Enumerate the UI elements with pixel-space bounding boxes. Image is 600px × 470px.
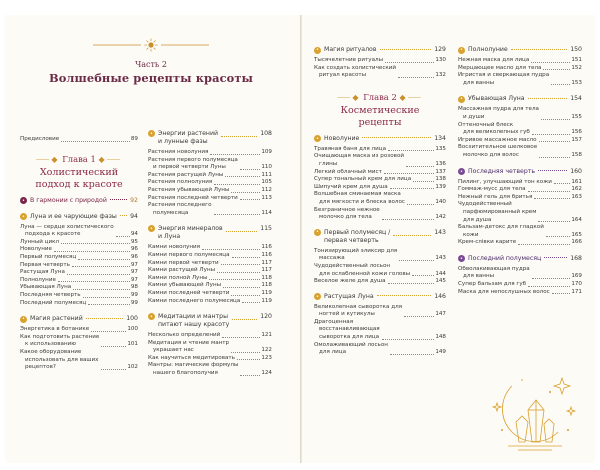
toc-section-harmony[interactable]: • В гармонии с природой 92: [20, 197, 138, 205]
toc-entry[interactable]: Как подготовить растение к использованию 101: [20, 333, 138, 348]
toc-entry[interactable]: Луна — сердце холистического подхода к красоте 94: [20, 223, 138, 238]
toc-entry[interactable]: Тысячелетние ритуалы 130: [314, 57, 446, 63]
toc-entry-preface[interactable]: Предисловие 89: [20, 136, 138, 142]
toc-entry[interactable]: Растения последней четверти 113: [148, 194, 272, 201]
section-bullet-icon: •: [148, 313, 155, 320]
toc-entry[interactable]: Как научиться медитировать 123: [148, 354, 272, 361]
toc-entry[interactable]: Растения первого полумесяца и первой четверти Луны 110: [148, 156, 272, 171]
toc-entry[interactable]: Растения последнего полумесяца 114: [148, 202, 272, 216]
section-bullet-icon: •: [148, 130, 155, 137]
toc-section-minerals[interactable]: • Энергия минералов и Луна 115: [148, 225, 272, 241]
toc-entry[interactable]: Как создать холистический ритуал красоты 132: [314, 64, 446, 79]
toc-entry[interactable]: Бальзам-детокс для гладкой кожи 165: [458, 224, 582, 238]
chapter-2-label: Глава 2: [363, 91, 397, 102]
toc-section-last-quarter[interactable]: • Последняя четверть 160: [458, 168, 582, 176]
section-bullet-icon: •: [314, 293, 321, 300]
section-bullet-icon: •: [20, 213, 27, 220]
toc-section-energy-plants[interactable]: • Энергии растений и лунные фазы 108: [148, 130, 272, 146]
chapter-2-header: [314, 92, 446, 129]
toc-entry[interactable]: Маска для непослушных волос 171: [458, 288, 582, 295]
toc-entry[interactable]: Камни первой четверти 117: [148, 259, 272, 266]
section-bullet-icon: •: [20, 316, 27, 323]
toc-entry[interactable]: Драгоценная восстанавливающая сыворотка для лица 148: [314, 318, 446, 341]
toc-section-last-crescent[interactable]: • Последний полумесяц 168: [458, 255, 582, 263]
toc-entry[interactable]: Убывающая Луна 98: [20, 284, 138, 291]
toc-entry[interactable]: Последняя четверть 99: [20, 291, 138, 298]
toc-entry[interactable]: Камни растущей Луны 117: [148, 267, 272, 274]
toc-entry[interactable]: Крем-слівки карите 166: [458, 239, 582, 246]
toc-entry[interactable]: Новолуние 96: [20, 246, 138, 253]
section-bullet-icon: •: [458, 47, 465, 54]
toc-entry[interactable]: Камни убывающей Луны 118: [148, 282, 272, 289]
toc-entry[interactable]: Первый полумесяц 96: [20, 253, 138, 260]
chapter-1-label: Глава 1: [62, 153, 96, 164]
toc-entry[interactable]: Великолепная сыворотка для ногтей и кутикулы 147: [314, 303, 446, 318]
toc-entry[interactable]: Восхитительное шелковое молочко для волос 158: [458, 144, 582, 158]
part-label: Часть 2: [135, 60, 167, 69]
sun-ornament-icon: [91, 38, 211, 52]
moon-crystal-illustration-icon: [478, 370, 582, 462]
section-bullet-icon: •: [314, 229, 321, 236]
toc-entry[interactable]: Камни первого полумесяца 116: [148, 251, 272, 258]
flourish-left-icon: ⸺◆: [336, 92, 361, 102]
toc-entry[interactable]: Лунный цикл 95: [20, 238, 138, 245]
section-bullet-icon: •: [458, 168, 465, 175]
toc-entry[interactable]: Последний полумесяц 99: [20, 299, 138, 306]
toc-column-2: [148, 126, 272, 378]
toc-section-rituals[interactable]: • Магия ритуалов 129: [314, 46, 446, 54]
part-title: Волшебные рецепты красоты: [48, 71, 254, 85]
toc-entry[interactable]: Супер бальзам для губ 170: [458, 281, 582, 288]
toc-entry[interactable]: Несколько определений 121: [148, 332, 272, 339]
toc-entry[interactable]: Игривое массажное масло 157: [458, 136, 582, 143]
toc-entry[interactable]: Обволакивающая пудра для ванны 169: [458, 265, 582, 280]
flourish-right-icon: ◆⸺: [98, 154, 123, 164]
toc-entry[interactable]: Какое оборудование использовать для ваших рецептов? 102: [20, 348, 138, 371]
toc-entry[interactable]: Мантры: магические формулы нашего благополучия 124: [148, 362, 272, 377]
toc-section-moon[interactable]: • Луна и ее чарующие фазы 94: [20, 213, 138, 221]
section-bullet-icon: •: [20, 197, 27, 204]
toc-section-plants[interactable]: • Магия растений 100: [20, 315, 138, 323]
toc-section-newmoon[interactable]: • Новолуние 134: [314, 135, 446, 143]
toc-entry[interactable]: Волшебная сминаемая маска для мягкости и блеска волос 140: [314, 191, 446, 205]
toc-section-fullmoon[interactable]: • Полнолуние 150: [458, 46, 582, 54]
section-bullet-icon: •: [148, 225, 155, 232]
toc-entry[interactable]: Тонизирующий эликсир для массажа 143: [314, 247, 446, 262]
toc-entry[interactable]: Растения полнолуния 105: [148, 179, 272, 186]
toc-section-first-crescent[interactable]: • Первый полумесяц / первая четверть 143: [314, 229, 446, 245]
toc-section-waning[interactable]: • Убывающая Луна 154: [458, 95, 582, 103]
toc-entry[interactable]: Растения убывающей Луны 112: [148, 186, 272, 193]
toc-entry[interactable]: Травяная баня для лица 135: [314, 145, 446, 152]
section-bullet-icon: •: [458, 96, 465, 103]
toc-entry[interactable]: Первая четверть 97: [20, 261, 138, 268]
toc-entry[interactable]: Гоммаж-мусс для тела 162: [458, 186, 582, 193]
part-2-header: [20, 38, 282, 85]
book-spine: [300, 15, 302, 463]
chapter-2-title: Косметические рецепты: [340, 104, 420, 128]
toc-entry[interactable]: Растения растущей Луны 111: [148, 171, 272, 178]
section-bullet-icon: •: [458, 255, 465, 262]
toc-entry[interactable]: Омолаживающий лосьон для лица 149: [314, 341, 446, 356]
toc-entry[interactable]: Шипучий крем для душа 139: [314, 183, 446, 190]
toc-entry[interactable]: Легкий облачный мист 137: [314, 168, 446, 175]
flourish-left-icon: ⸺◆: [35, 154, 60, 164]
toc-entry[interactable]: Энергетика в ботанике 100: [20, 326, 138, 333]
chapter-1-title: Холистический подход к красоте: [35, 166, 123, 190]
toc-entry[interactable]: Камни последней четверти 119: [148, 289, 272, 296]
toc-entry[interactable]: Полнолуние 97: [20, 276, 138, 283]
toc-entry[interactable]: Игристая и сверкающая пудра для ванны 153: [458, 72, 582, 86]
toc-entry[interactable]: Веселое желе для душа 145: [314, 278, 446, 285]
toc-entry[interactable]: Нежная маска для лица 151: [458, 57, 582, 63]
toc-entry[interactable]: Камни последнего полумесяца 119: [148, 297, 272, 304]
chapter-1-header: [20, 154, 138, 191]
toc-entry[interactable]: Нежный гель для бритья 163: [458, 193, 582, 200]
section-bullet-icon: •: [314, 47, 321, 54]
toc-column-4: [458, 46, 582, 296]
toc-entry[interactable]: Очищающая маска из розовой глины 136: [314, 153, 446, 167]
toc-entry[interactable]: Супер тональный крем для лица 138: [314, 176, 446, 183]
toc-entry[interactable]: Медитация и чтение мантр украшает нас 122: [148, 339, 272, 354]
toc-entry[interactable]: Чудодейственный лосьон для ослабленной кожи головы 144: [314, 262, 446, 277]
toc-entry[interactable]: Безграничное нежное молочко для тела 142: [314, 206, 446, 221]
toc-column-3: [314, 46, 446, 357]
toc-entry[interactable]: Мерцающее масло для тела 152: [458, 64, 582, 71]
flourish-right-icon: ◆⸺: [399, 92, 424, 102]
toc-section-waxing[interactable]: • Растущая Луна 146: [314, 293, 446, 301]
toc-entry[interactable]: Камни полной Луны 118: [148, 274, 272, 281]
toc-entry[interactable]: Растения новолуния 109: [148, 149, 272, 155]
toc-entry[interactable]: Чудодейственный парфюмированный крем для душа 164: [458, 201, 582, 223]
toc-section-meditation[interactable]: • Медитации и мантры питают нашу красоту 120: [148, 313, 272, 329]
toc-entry[interactable]: Оттеночный блеск для великолепных губ 156: [458, 121, 582, 136]
toc-column-1: [20, 38, 138, 372]
toc-entry[interactable]: Камни новолуния 116: [148, 244, 272, 251]
section-bullet-icon: •: [314, 135, 321, 142]
toc-entry[interactable]: Растущая Луна 97: [20, 269, 138, 276]
toc-entry[interactable]: Пилинг, улучшающий тон кожи 161: [458, 178, 582, 185]
toc-entry[interactable]: Массажная пудра для тела и души 155: [458, 106, 582, 120]
